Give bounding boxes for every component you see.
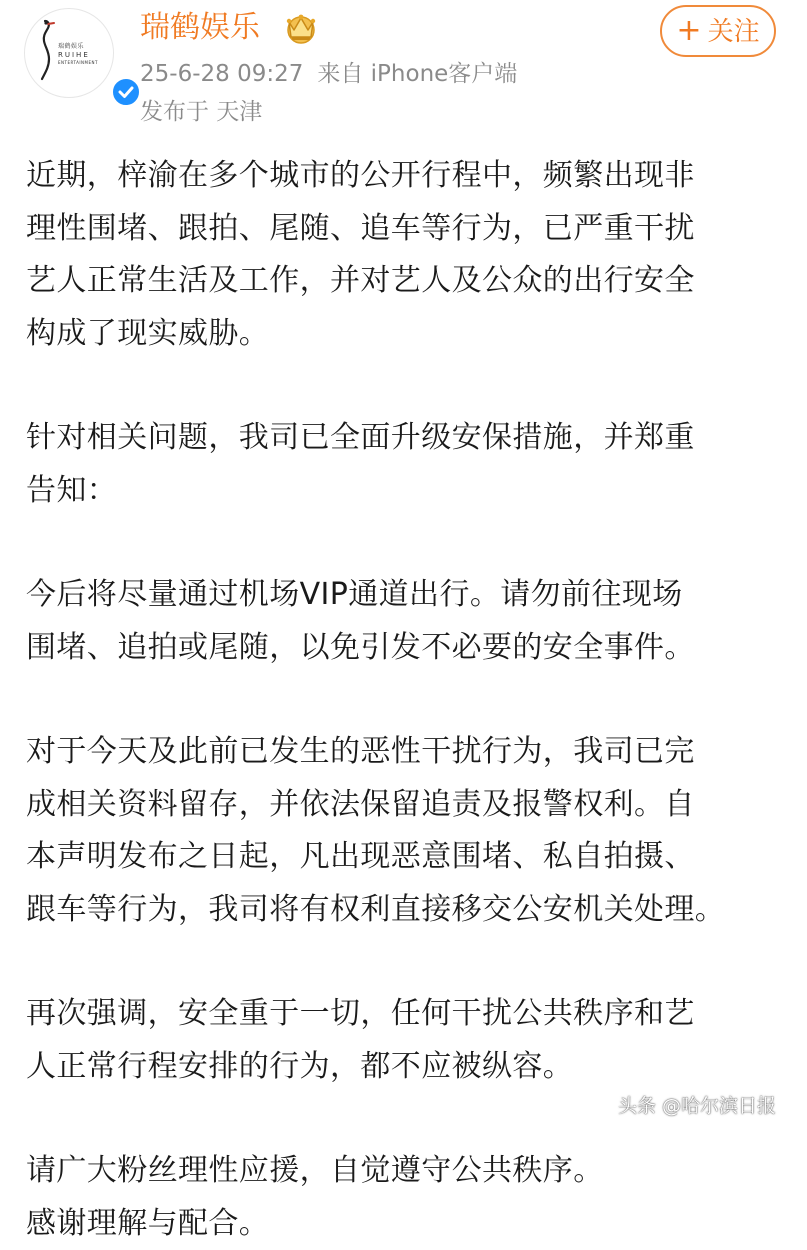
plus-icon: + xyxy=(676,13,701,48)
verified-badge-icon xyxy=(111,77,141,107)
paragraph-5 xyxy=(26,988,786,1093)
text-line: 围堵、追拍或尾随，以免引发不必要的安全事件。 xyxy=(26,622,786,675)
paragraph-2 xyxy=(26,412,786,517)
text-line: 再次强调，安全重于一切，任何干扰公共秩序和艺 xyxy=(26,988,786,1041)
text-line: 告知： xyxy=(26,465,786,518)
text-line: 构成了现实威胁。 xyxy=(26,308,786,361)
text-line: 本声明发布之日起，凡出现恶意围堵、私自拍摄、 xyxy=(26,831,786,884)
paragraph-1 xyxy=(26,150,786,360)
post-header xyxy=(0,0,807,135)
crown-badge-icon xyxy=(280,10,322,46)
crane-logo-icon xyxy=(33,19,57,81)
avatar[interactable] xyxy=(24,8,114,98)
text-line: 感谢理解与配合。 xyxy=(26,1198,786,1250)
avatar-logo-text xyxy=(58,43,98,67)
paragraph-4 xyxy=(26,726,786,936)
text-line: 今后将尽量通过机场VIP通道出行。请勿前往现场 xyxy=(26,569,786,622)
paragraph-3 xyxy=(26,569,786,674)
logo-sub: ENTERTAINMENT xyxy=(58,60,98,65)
text-line: 请广大粉丝理性应援，自觉遵守公共秩序。 xyxy=(26,1145,786,1198)
text-line: 近期，梓渝在多个城市的公开行程中，频繁出现非 xyxy=(26,150,786,203)
source-watermark: 头条 @哈尔滨日报 xyxy=(618,1092,776,1120)
text-line: 跟车等行为，我司将有权利直接移交公安机关处理。 xyxy=(26,884,786,937)
text-line: 针对相关问题，我司已全面升级安保措施，并郑重 xyxy=(26,412,786,465)
text-line: 人正常行程安排的行为，都不应被纵容。 xyxy=(26,1041,786,1094)
post-body xyxy=(26,150,786,1250)
follow-button[interactable] xyxy=(660,5,776,57)
paragraph-6 xyxy=(26,1145,786,1250)
text-line: 理性围堵、跟拍、尾随、追车等行为，已严重干扰 xyxy=(26,203,786,256)
account-name[interactable]: 瑞鹤娱乐 xyxy=(140,8,260,48)
post-meta xyxy=(140,58,517,90)
post-source: 来自 iPhone客户端 xyxy=(317,61,517,87)
text-line: 艺人正常生活及工作，并对艺人及公众的出行安全 xyxy=(26,255,786,308)
logo-small-text: 瑞鹤娱乐 xyxy=(58,43,84,50)
post-location: 发布于 天津 xyxy=(140,96,262,128)
logo-brand: RUIHE xyxy=(58,51,98,59)
text-line: 成相关资料留存，并依法保留追责及报警权利。自 xyxy=(26,779,786,832)
follow-label: 关注 xyxy=(708,17,760,47)
post-timestamp: 25-6-28 09:27 xyxy=(140,61,303,87)
text-line: 对于今天及此前已发生的恶性干扰行为，我司已完 xyxy=(26,726,786,779)
